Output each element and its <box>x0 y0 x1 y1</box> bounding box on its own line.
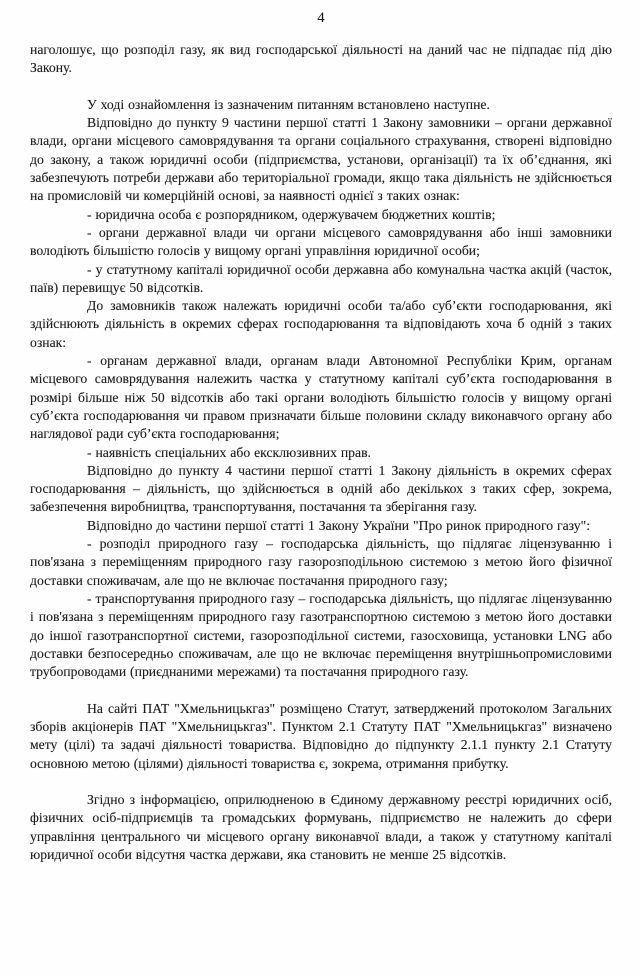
paragraph: На сайті ПАТ "Хмельницькгаз" розміщено Статут, затверджений протоколом Загальних зборів акціонерів ПАТ "Хмельницькгаз". Пунктом 2.1 Статуту ПАТ "Хмельницькгаз" визначено мету (цілі) та задачі діяльності товариства. Відповідно до підпункту 2.1.1 пункту 2.1 Статуту основною метою (цілями) діяльності товариства є, зокрема, отримання прибутку. <box>30 700 612 771</box>
list-item: - транспортування природного газу – господарська діяльність, що підлягає ліцензуванню і пов'язана з переміщенням природного газу газотранспортною системою з метою його доставки до іншої газотранспортної системи, газорозподільної системи, газосховища, установки LNG або доставки безпосередньо споживачам, але що не включає переміщення внутрішньопромисловими трубопроводами (приєднаними мережами) та постачання природного газу. <box>30 590 612 680</box>
paragraph: До замовників також належать юридичні особи та/або суб’єкти господарювання, які здійснюють діяльність в окремих сферах господарювання та відповідають хоча б одній з таких ознак: <box>30 298 612 350</box>
paragraph: Згідно з інформацією, оприлюдненою в Єдиному державному реєстрі юридичних осіб, фізичних осіб-підприємців та громадських формувань, підприємство не належить до сфери управління центрального чи місцевого органу виконавчої влади, а також у статутному капіталі юридичної особи відсутня частка держави, яка становить не менше 25 відсотків. <box>30 792 612 863</box>
list-item: - юридична особа є розпорядником, одержувачем бюджетних коштів; <box>87 206 496 222</box>
list-item: - розподіл природного газу – господарська діяльність, що підлягає ліцензуванню і пов'язана з переміщенням природного газу газорозподільною системою з метою його фізичної доставки споживачам, але що не включає постачання природного газу; <box>30 536 612 588</box>
list-item: - у статутному капіталі юридичної особи державна або комунальна частка акцій (часток, паїв) перевищує 50 відсотків. <box>30 261 612 295</box>
paragraph: У ході ознайомлення із зазначеним питанням встановлено наступне. <box>87 96 490 112</box>
page-number: 4 <box>317 10 325 26</box>
paragraph: Відповідно до пункту 9 частини першої статті 1 Закону замовники – органи державної влади, органи місцевого самоврядування та органи соціального страхування, створені відповідно до закону, а також юридичні особи (підприємства, установи, організації) та їх об’єднання, які забезпечують потреби держави або територіальної громади, якщо така діяльність не здійснюється на промисловій чи комерційній основі, за наявності однієї з таких ознак: <box>30 115 612 204</box>
list-item: - органи державної влади чи органи місцевого самоврядування або інші замовники володіють більшістю голосів у вищому органі управління юридичної особи; <box>30 224 612 259</box>
paragraph: Відповідно до пункту 4 частини першої статті 1 Закону діяльність в окремих сферах господарювання – діяльність, що здійснюється в одній або декількох з таких сфер, зокрема, забезпечення виробництва, транспортування, постачання та зберігання газу. <box>30 462 612 515</box>
list-item: - наявність спеціальних або ексклюзивних прав. <box>87 444 371 460</box>
paragraph-continuation: наголошує, що розподіл газу, як вид господарської діяльності на даний час не підпадає під дію Закону. <box>30 42 612 76</box>
paragraph: Відповідно до частини першої статті 1 Закону України "Про ринок природного газу": <box>87 517 591 533</box>
document-body <box>30 41 612 864</box>
list-item: - органам державної влади, органам влади Автономної Республіки Крим, органам місцевого самоврядування належить частка у статутному капіталі суб’єкта господарювання в розмірі більше ніж 50 відсотків або такі органи володіють більшістю голосів у вищому органі суб’єкта господарювання чи правом призначати більше половини складу виконавчого органу або наглядової ради суб’єкта господарювання; <box>30 353 612 442</box>
